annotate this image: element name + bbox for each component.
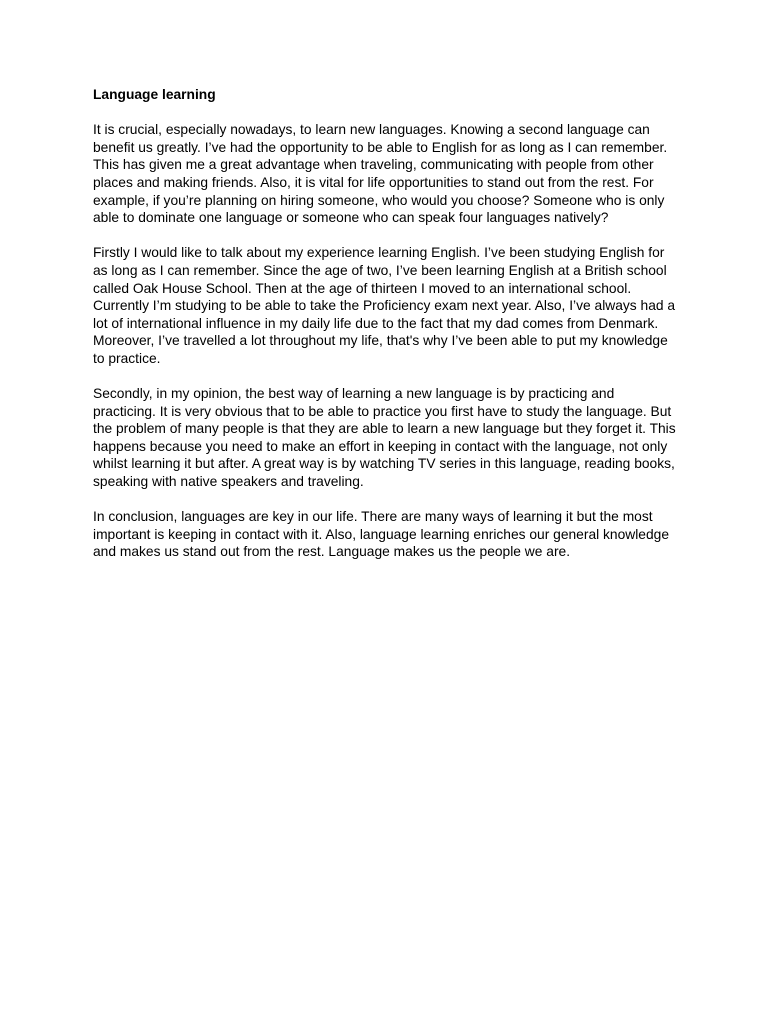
paragraph-introduction: It is crucial, especially nowadays, to learn new languages. Knowing a second language can benefit us greatly. I’ve had the opportunity to be able to English for as long as I can remember. This has given me a great advantage when traveling, communicating with people from other places and making friends. Also, it is vital for life opportunities to stand out from the rest. For example, if you’re planning on hiring someone, who would you choose? Someone who is only able to dominate one language or someone who can speak four languages natively? <box>93 122 668 226</box>
paragraph-experience: Firstly I would like to talk about my experience learning English. I’ve been studying English for as long as I can remember. Since the age of two, I’ve been learning English at a British school called Oak House School. Then at the age of thirteen I moved to an international school. Currently I’m studying to be able to take the Proficiency exam next year. Also, I’ve always had a lot of international influence in my daily life due to the fact that my dad comes from Denmark. Moreover, I’ve travelled a lot throughout my life, that's why I’ve been able to put my knowledge to practice. <box>93 245 676 366</box>
paragraph-conclusion: In conclusion, languages are key in our life. There are many ways of learning it but the most important is keeping in contact with it. Also, language learning enriches our general knowledge and makes us stand out from the rest. Language makes us the people we are. <box>93 509 669 560</box>
paragraph-opinion: Secondly, in my opinion, the best way of learning a new language is by practicing and practicing. It is very obvious that to be able to practice you first have to study the language. But the problem of many people is that they are able to learn a new language but they forget it. This happens because you need to make an effort in keeping in contact with the language, not only whilst learning it but after. A great way is by watching TV series in this language, reading books, speaking with native speakers and traveling. <box>93 386 676 490</box>
document-title: Language learning <box>93 87 216 102</box>
document-body <box>93 86 678 579</box>
